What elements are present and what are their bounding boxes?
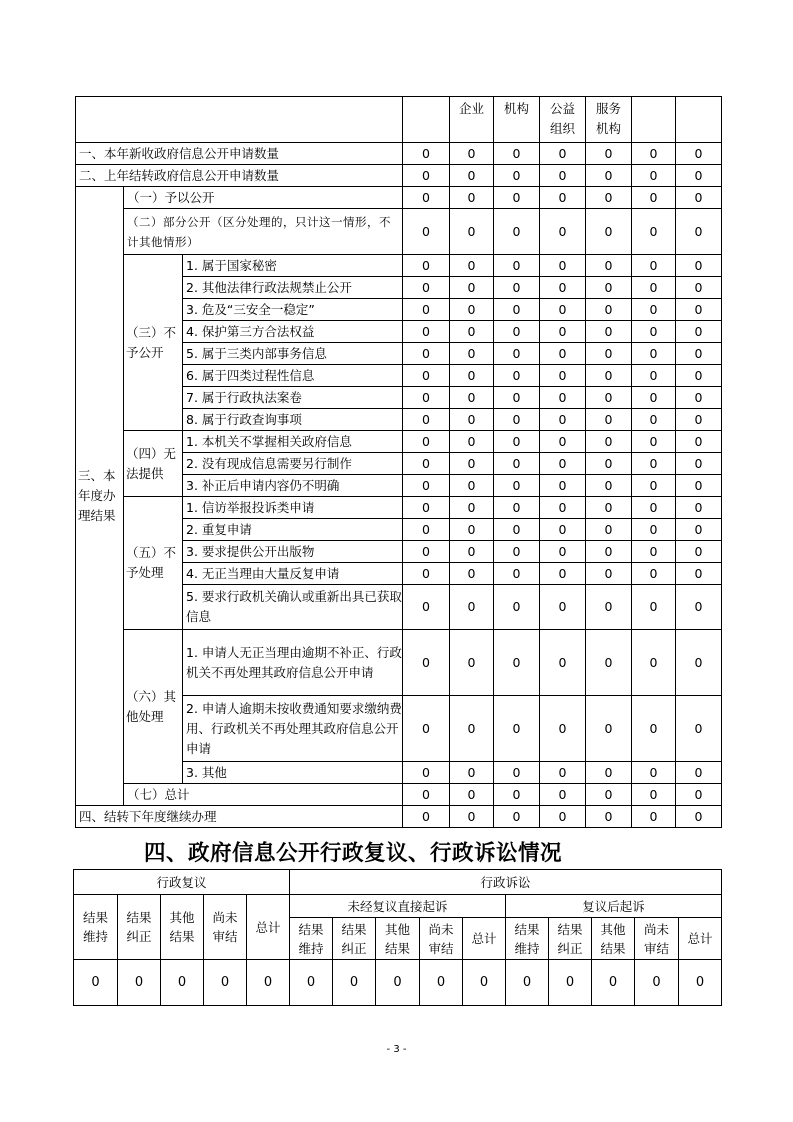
value-cell: 0: [118, 960, 161, 1006]
value-cell: 0: [494, 563, 540, 585]
value-cell: 0: [540, 519, 586, 541]
table-row: [76, 497, 722, 519]
value-cell: 0: [676, 321, 722, 343]
value-cell: 0: [676, 475, 722, 497]
value-cell: 0: [494, 585, 540, 630]
row-label: 2. 其他法律行政法规禁止公开: [183, 277, 403, 299]
value-cell: 0: [540, 187, 586, 209]
value-cell: 0: [586, 541, 632, 563]
value-cell: 0: [540, 497, 586, 519]
value-cell: 0: [676, 299, 722, 321]
table-row: [76, 187, 722, 209]
table-row: [76, 630, 722, 696]
value-cell: 0: [540, 630, 586, 696]
value-cell: 0: [403, 519, 450, 541]
table-row: [76, 97, 722, 143]
value-cell: 0: [632, 696, 676, 762]
value-cell: 0: [450, 299, 494, 321]
value-cell: 0: [494, 143, 540, 165]
value-cell: 0: [540, 299, 586, 321]
value-cell: 0: [586, 762, 632, 784]
value-cell: 0: [586, 143, 632, 165]
value-cell: 0: [586, 365, 632, 387]
direct-col-pending: [420, 918, 463, 960]
value-cell: 0: [403, 497, 450, 519]
value-cell: 0: [450, 321, 494, 343]
row-label: 1. 属于国家秘密: [183, 255, 403, 277]
value-cell: 0: [540, 165, 586, 187]
value-cell: 0: [494, 475, 540, 497]
value-cell: 0: [403, 343, 450, 365]
value-cell: 0: [676, 497, 722, 519]
header-col-public-org: [540, 97, 586, 143]
header-col-enterprise: 企业: [450, 97, 494, 143]
value-cell: 0: [586, 696, 632, 762]
value-cell: 0: [403, 806, 450, 828]
value-cell: 0: [450, 387, 494, 409]
value-cell: 0: [586, 321, 632, 343]
header-line: 结果: [557, 921, 583, 937]
header-line: 结果: [600, 940, 626, 956]
value-cell: 0: [420, 960, 463, 1006]
litigation-header: 行政诉讼: [290, 870, 722, 895]
value-cell: 0: [540, 143, 586, 165]
value-cell: 0: [632, 387, 676, 409]
row-label: 4. 无正当理由大量反复申请: [183, 563, 403, 585]
table-row: [74, 895, 722, 918]
value-cell: 0: [676, 431, 722, 453]
after-col-total: 总计: [679, 918, 722, 960]
value-cell: 0: [632, 299, 676, 321]
value-cell: 0: [450, 630, 494, 696]
value-cell: 0: [450, 431, 494, 453]
value-cell: 0: [161, 960, 204, 1006]
header-line: 维持: [298, 940, 324, 956]
value-cell: 0: [450, 475, 494, 497]
value-cell: 0: [586, 165, 632, 187]
value-cell: 0: [450, 187, 494, 209]
header-line: 组织: [550, 121, 576, 136]
direct-col-maintain: [290, 918, 333, 960]
value-cell: 0: [632, 431, 676, 453]
value-cell: 0: [586, 497, 632, 519]
header-line: 纠正: [126, 929, 152, 944]
value-cell: 0: [403, 762, 450, 784]
row-label: 7. 属于行政执法案卷: [183, 387, 403, 409]
value-cell: 0: [494, 497, 540, 519]
value-cell: 0: [632, 209, 676, 255]
value-cell: 0: [676, 143, 722, 165]
header-line: 审结: [643, 940, 669, 956]
value-cell: 0: [403, 409, 450, 431]
header-line: 公益: [550, 101, 576, 116]
table-row: [74, 960, 722, 1006]
value-cell: 0: [586, 343, 632, 365]
header-line: 结果: [298, 921, 324, 937]
value-cell: 0: [403, 453, 450, 475]
table-row: [74, 870, 722, 895]
value-cell: 0: [494, 806, 540, 828]
value-cell: 0: [494, 519, 540, 541]
header-line: 结果: [341, 921, 367, 937]
value-cell: 0: [632, 255, 676, 277]
header-line: 审结: [428, 940, 454, 956]
value-cell: 0: [494, 453, 540, 475]
value-cell: 0: [494, 365, 540, 387]
value-cell: 0: [586, 630, 632, 696]
value-cell: 0: [586, 255, 632, 277]
header-col-institution: 机构: [494, 97, 540, 143]
row-label: 2. 申请人逾期未按收费通知要求缴纳费用、行政机关不再处理其政府信息公开申请: [183, 696, 403, 762]
value-cell: 0: [403, 143, 450, 165]
review-litigation-table: [73, 869, 722, 1006]
value-cell: 0: [450, 762, 494, 784]
value-cell: 0: [632, 409, 676, 431]
value-cell: 0: [463, 960, 506, 1006]
value-cell: 0: [676, 387, 722, 409]
value-cell: 0: [632, 453, 676, 475]
header-blank: [76, 97, 403, 143]
value-cell: 0: [540, 696, 586, 762]
value-cell: 0: [632, 585, 676, 630]
value-cell: 0: [676, 541, 722, 563]
value-cell: 0: [450, 497, 494, 519]
header-col-service-org: [586, 97, 632, 143]
review-col-maintain: [74, 895, 118, 960]
row-label: 3. 补正后申请内容仍不明确: [183, 475, 403, 497]
header-line: 尚未: [643, 921, 669, 937]
value-cell: 0: [74, 960, 118, 1006]
header-line: 服务: [596, 101, 622, 116]
value-cell: 0: [494, 541, 540, 563]
value-cell: 0: [592, 960, 635, 1006]
value-cell: 0: [676, 165, 722, 187]
value-cell: 0: [586, 453, 632, 475]
subgroup-label: （六）其他处理: [124, 630, 183, 784]
direct-col-total: 总计: [463, 918, 506, 960]
value-cell: 0: [494, 277, 540, 299]
header-line: 其他: [169, 910, 195, 925]
row-label: （一）予以公开: [124, 187, 403, 209]
value-cell: 0: [586, 209, 632, 255]
value-cell: 0: [450, 277, 494, 299]
value-cell: 0: [403, 299, 450, 321]
value-cell: 0: [403, 387, 450, 409]
review-header: 行政复议: [74, 870, 290, 895]
after-col-other: [592, 918, 635, 960]
direct-col-other: [376, 918, 420, 960]
value-cell: 0: [540, 475, 586, 497]
review-col-pending: [204, 895, 247, 960]
after-col-correct: [549, 918, 592, 960]
value-cell: 0: [540, 365, 586, 387]
row-label: 4. 保护第三方合法权益: [183, 321, 403, 343]
application-results-table: [75, 96, 722, 828]
header-line: 其他: [384, 921, 410, 937]
value-cell: 0: [676, 585, 722, 630]
value-cell: 0: [494, 630, 540, 696]
row-label: 一、本年新收政府信息公开申请数量: [76, 143, 403, 165]
header-line: 其他: [600, 921, 626, 937]
value-cell: 0: [676, 365, 722, 387]
value-cell: 0: [403, 784, 450, 806]
value-cell: 0: [450, 165, 494, 187]
value-cell: 0: [403, 187, 450, 209]
table-row: [76, 255, 722, 277]
header-col-natural: [403, 97, 450, 143]
value-cell: 0: [540, 806, 586, 828]
value-cell: 0: [450, 453, 494, 475]
value-cell: 0: [333, 960, 376, 1006]
header-line: 结果: [126, 910, 152, 925]
value-cell: 0: [540, 387, 586, 409]
value-cell: 0: [676, 563, 722, 585]
value-cell: 0: [247, 960, 290, 1006]
after-col-pending: [635, 918, 679, 960]
value-cell: 0: [450, 563, 494, 585]
subgroup-label: （五）不予处理: [124, 497, 183, 630]
value-cell: 0: [679, 960, 722, 1006]
value-cell: 0: [540, 209, 586, 255]
value-cell: 0: [632, 497, 676, 519]
value-cell: 0: [540, 277, 586, 299]
row-label: 2. 没有现成信息需要另行制作: [183, 453, 403, 475]
value-cell: 0: [450, 409, 494, 431]
value-cell: 0: [586, 519, 632, 541]
value-cell: 0: [506, 960, 549, 1006]
value-cell: 0: [632, 630, 676, 696]
after-col-maintain: [506, 918, 549, 960]
header-col-other: [632, 97, 676, 143]
value-cell: 0: [676, 806, 722, 828]
value-cell: 0: [450, 696, 494, 762]
value-cell: 0: [450, 143, 494, 165]
header-line: 结果: [169, 929, 195, 944]
value-cell: 0: [450, 255, 494, 277]
row-label: 3. 要求提供公开出版物: [183, 541, 403, 563]
value-cell: 0: [540, 431, 586, 453]
header-line: 尚未: [428, 921, 454, 937]
row-label: 3. 其他: [183, 762, 403, 784]
value-cell: 0: [586, 431, 632, 453]
value-cell: 0: [450, 585, 494, 630]
value-cell: 0: [586, 409, 632, 431]
value-cell: 0: [540, 409, 586, 431]
value-cell: 0: [676, 453, 722, 475]
value-cell: 0: [632, 519, 676, 541]
value-cell: 0: [676, 762, 722, 784]
row-label: 二、上年结转政府信息公开申请数量: [76, 165, 403, 187]
row-label: 6. 属于四类过程性信息: [183, 365, 403, 387]
value-cell: 0: [403, 541, 450, 563]
value-cell: 0: [632, 365, 676, 387]
value-cell: 0: [403, 209, 450, 255]
value-cell: 0: [676, 696, 722, 762]
direct-col-correct: [333, 918, 376, 960]
row-label: 2. 重复申请: [183, 519, 403, 541]
value-cell: 0: [676, 277, 722, 299]
row-label: 1. 信访举报投诉类申请: [183, 497, 403, 519]
direct-suit-header: 未经复议直接起诉: [290, 895, 506, 918]
value-cell: 0: [494, 343, 540, 365]
row-label: 1. 申请人无正当理由逾期不补正、行政机关不再处理其政府信息公开申请: [183, 630, 403, 696]
header-line: 审结: [212, 929, 238, 944]
review-col-total: 总计: [247, 895, 290, 960]
value-cell: 0: [403, 563, 450, 585]
value-cell: 0: [403, 255, 450, 277]
after-review-header: 复议后起诉: [506, 895, 722, 918]
value-cell: 0: [403, 365, 450, 387]
value-cell: 0: [586, 299, 632, 321]
value-cell: 0: [540, 585, 586, 630]
value-cell: 0: [540, 563, 586, 585]
review-col-correct: [118, 895, 161, 960]
row-label: （七）总计: [124, 784, 403, 806]
value-cell: 0: [632, 784, 676, 806]
value-cell: 0: [676, 255, 722, 277]
page-number: - 3 -: [386, 1044, 407, 1055]
value-cell: 0: [450, 541, 494, 563]
value-cell: 0: [450, 784, 494, 806]
value-cell: 0: [494, 299, 540, 321]
value-cell: 0: [632, 187, 676, 209]
row-label: （二）部分公开（区分处理的，只计这一情形，不计其他情形）: [124, 209, 403, 255]
value-cell: 0: [676, 409, 722, 431]
value-cell: 0: [450, 209, 494, 255]
value-cell: 0: [632, 563, 676, 585]
value-cell: 0: [586, 806, 632, 828]
value-cell: 0: [403, 277, 450, 299]
subgroup-label: （四）无法提供: [124, 431, 183, 497]
value-cell: 0: [403, 321, 450, 343]
value-cell: 0: [494, 165, 540, 187]
value-cell: 0: [632, 277, 676, 299]
table-row: [76, 143, 722, 165]
value-cell: 0: [632, 165, 676, 187]
subgroup-label: （三）不予公开: [124, 255, 183, 431]
value-cell: 0: [676, 343, 722, 365]
value-cell: 0: [586, 784, 632, 806]
value-cell: 0: [494, 696, 540, 762]
row-label: 5. 属于三类内部事务信息: [183, 343, 403, 365]
value-cell: 0: [204, 960, 247, 1006]
value-cell: 0: [549, 960, 592, 1006]
header-line: 尚未: [212, 910, 238, 925]
value-cell: 0: [494, 409, 540, 431]
value-cell: 0: [632, 343, 676, 365]
value-cell: 0: [403, 431, 450, 453]
value-cell: 0: [676, 784, 722, 806]
header-line: 结果: [384, 940, 410, 956]
review-col-other: [161, 895, 204, 960]
value-cell: 0: [632, 762, 676, 784]
header-line: 结果: [514, 921, 540, 937]
value-cell: 0: [632, 321, 676, 343]
value-cell: 0: [494, 431, 540, 453]
header-line: 维持: [514, 940, 540, 956]
header-line: 纠正: [557, 940, 583, 956]
value-cell: 0: [290, 960, 333, 1006]
section-title: 四、政府信息公开行政复议、行政诉讼情况: [144, 841, 563, 866]
value-cell: 0: [586, 277, 632, 299]
header-line: 维持: [82, 929, 108, 944]
value-cell: 0: [540, 762, 586, 784]
row-label: 3. 危及“三安全一稳定”: [183, 299, 403, 321]
value-cell: 0: [403, 165, 450, 187]
value-cell: 0: [540, 321, 586, 343]
value-cell: 0: [494, 209, 540, 255]
value-cell: 0: [450, 365, 494, 387]
table-row: [76, 784, 722, 806]
value-cell: 0: [450, 343, 494, 365]
value-cell: 0: [540, 255, 586, 277]
value-cell: 0: [586, 563, 632, 585]
value-cell: 0: [450, 519, 494, 541]
value-cell: 0: [403, 585, 450, 630]
table-row: [76, 806, 722, 828]
header-line: 机构: [596, 121, 622, 136]
section-label: 三、本年度办理结果: [76, 187, 124, 806]
row-label: 8. 属于行政查询事项: [183, 409, 403, 431]
value-cell: 0: [494, 321, 540, 343]
value-cell: 0: [632, 475, 676, 497]
value-cell: 0: [586, 475, 632, 497]
value-cell: 0: [403, 630, 450, 696]
value-cell: 0: [494, 387, 540, 409]
value-cell: 0: [586, 187, 632, 209]
value-cell: 0: [403, 696, 450, 762]
value-cell: 0: [676, 519, 722, 541]
value-cell: 0: [376, 960, 420, 1006]
header-line: 结果: [82, 910, 108, 925]
value-cell: 0: [403, 475, 450, 497]
header-col-total: [676, 97, 722, 143]
row-label: 1. 本机关不掌握相关政府信息: [183, 431, 403, 453]
value-cell: 0: [676, 187, 722, 209]
value-cell: 0: [494, 762, 540, 784]
header-line: 纠正: [341, 940, 367, 956]
value-cell: 0: [494, 187, 540, 209]
value-cell: 0: [586, 585, 632, 630]
value-cell: 0: [494, 255, 540, 277]
value-cell: 0: [676, 209, 722, 255]
value-cell: 0: [635, 960, 679, 1006]
value-cell: 0: [586, 387, 632, 409]
table-row: [76, 431, 722, 453]
table-row: [76, 209, 722, 255]
value-cell: 0: [632, 541, 676, 563]
value-cell: 0: [540, 453, 586, 475]
row-label: 5. 要求行政机关确认或重新出具已获取信息: [183, 585, 403, 630]
value-cell: 0: [494, 784, 540, 806]
table-row: [76, 165, 722, 187]
value-cell: 0: [632, 806, 676, 828]
value-cell: 0: [676, 630, 722, 696]
value-cell: 0: [632, 143, 676, 165]
value-cell: 0: [540, 541, 586, 563]
row-label: 四、结转下年度继续办理: [76, 806, 403, 828]
value-cell: 0: [540, 784, 586, 806]
value-cell: 0: [540, 343, 586, 365]
value-cell: 0: [450, 806, 494, 828]
